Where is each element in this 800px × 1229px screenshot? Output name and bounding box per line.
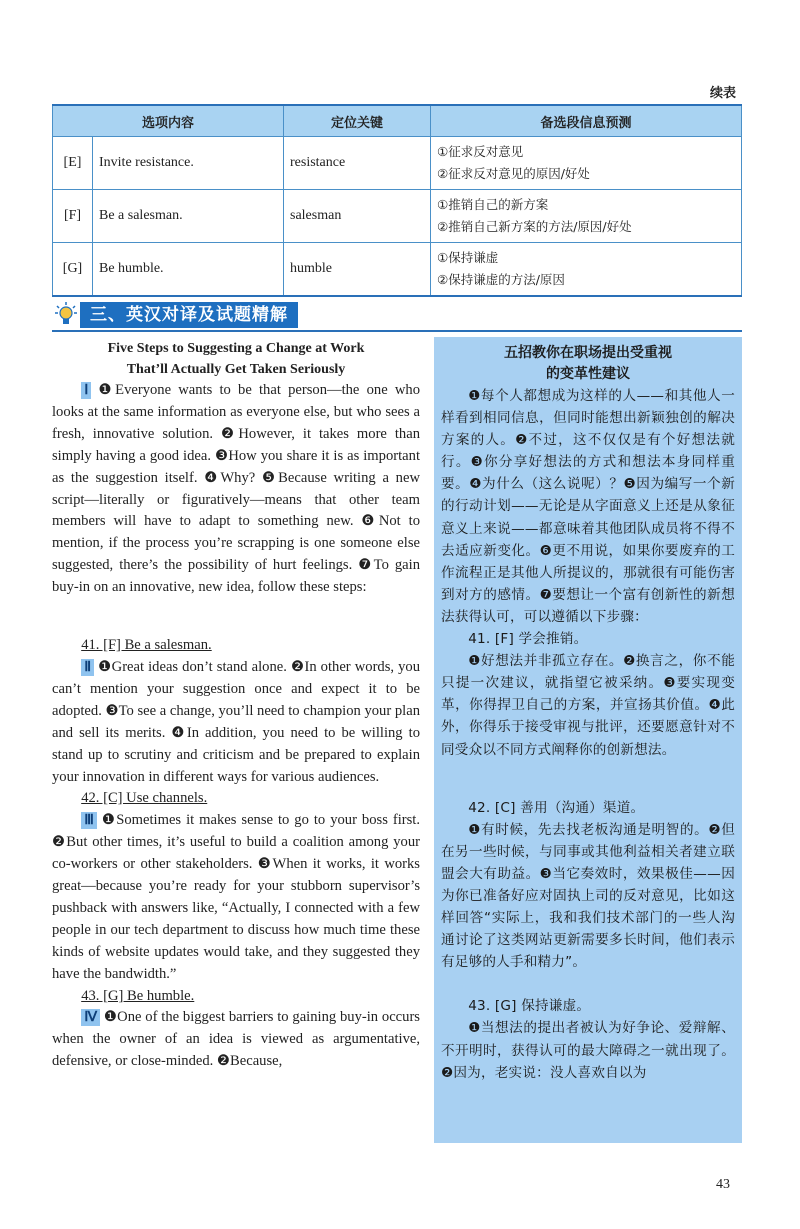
- table-row: [53, 190, 742, 243]
- answer-43: 43. [G] Be humble.: [81, 987, 195, 1004]
- option-text: Invite resistance.: [93, 137, 284, 190]
- page-number: 43: [716, 1177, 730, 1192]
- lightbulb-icon: [54, 301, 78, 327]
- section-heading: [52, 300, 742, 332]
- table-row: [53, 137, 742, 190]
- table-row: [53, 243, 742, 297]
- chinese-answer-41: 41. [F] 学会推销。: [468, 631, 588, 648]
- chinese-answer-42: 42. [C] 善用（沟通）渠道。: [468, 799, 645, 816]
- option-key: resistance: [284, 137, 431, 190]
- header-prediction: 备选段信息预测: [431, 105, 742, 137]
- option-key: humble: [284, 243, 431, 297]
- header-option-content: 选项内容: [53, 105, 284, 137]
- chinese-title-line1: 五招教你在职场提出受重视: [504, 345, 672, 361]
- option-letter: [G]: [53, 243, 93, 297]
- answer-42: 42. [C] Use channels.: [81, 790, 208, 807]
- header-locating-key: 定位关键: [284, 105, 431, 137]
- option-text: Be a salesman.: [93, 190, 284, 243]
- option-letter: [E]: [53, 137, 93, 190]
- chinese-paragraph-3: ❶有时候，先去找老板沟通是明智的。❷但在另一些时候，与同事或其他利益相关者建立联盟会大有助益。❸当它奏效时，效果极佳——因为你已准备好应对固执上司的反对意见，比如这样回答“实际上，我和我们技术部门的一些人沟通讨论了这类网站更新需要多长时间，他们表示有足够的人手和精力”。: [441, 821, 735, 971]
- paragraph-3: Ⅲ ❶Sometimes it makes sense to go to your boss first. ❷But other times, it’s useful to build a coalition among your co-workers or other stakeholders. ❸When it works, it works great—because you’re ready for your stubborn supervisor’s pushback with answers like, “Actually, I connected with a few people in our tech department to discuss how much time these kinds of website updates would take, and they suggested they have the bandwidth.”: [52, 812, 421, 982]
- section-title: 三、英汉对译及试题精解: [80, 302, 298, 328]
- paragraph-marker: Ⅰ: [81, 382, 91, 399]
- continued-label: 续表: [709, 86, 736, 101]
- chinese-title-line2: 的变革性建议: [546, 366, 630, 382]
- english-column: [52, 338, 420, 1073]
- paragraph-2: Ⅱ ❶Great ideas don’t stand alone. ❷In other words, you can’t mention your suggestion once and expect it to be adopted. ❸To see a change, you’ll need to champion your plan and sell its merits. ❹In addition, you need to be willing to stand up to scrutiny and criticism and be prepared to explain your innovation in different ways for various audiences.: [52, 658, 421, 785]
- chinese-paragraph-4: ❶当想法的提出者被认为好争论、爱辩解、不开明时，获得认可的最大障碍之一就出现了。❷因为，老实说：没人喜欢自以为: [441, 1020, 735, 1081]
- answer-41: 41. [F] Be a salesman.: [81, 637, 212, 654]
- option-prediction: ①征求反对意见 ②征求反对意见的原因/好处: [431, 137, 742, 190]
- english-title-line2: That’ll Actually Get Taken Seriously: [126, 362, 346, 377]
- option-text: Be humble.: [93, 243, 284, 297]
- option-key: salesman: [284, 190, 431, 243]
- paragraph-4: Ⅳ ❶One of the biggest barriers to gaining buy-in occurs when the owner of an idea is viewed as argumentative, defensive, or close-minded. ❷Because,: [52, 1009, 420, 1070]
- chinese-translation-panel: [434, 337, 742, 1143]
- english-title-line1: Five Steps to Suggesting a Change at Work: [107, 341, 365, 356]
- paragraph-marker: Ⅲ: [81, 812, 97, 829]
- paragraph-marker: Ⅳ: [81, 1009, 100, 1026]
- paragraph-marker: Ⅱ: [81, 659, 94, 676]
- chinese-answer-43: 43. [G] 保持谦虚。: [468, 998, 591, 1015]
- chinese-paragraph-2: ❶好想法并非孤立存在。❷换言之，你不能只提一次建议，就指望它被采纳。❸要实现变革，你得捍卫自己的方案，并宣扬其价值。❹此外，你得乐于接受审视与批评，还要愿意针对不同受众以不同方式阐释你的创新想法。: [441, 653, 735, 758]
- paragraph-1: Ⅰ ❶Everyone wants to be that person—the one who looks at the same information as everyone else, but who sees a fresh, innovative solution. ❷However, it takes more than simply having a good idea. ❸How you share it is as important as the suggestion itself. ❹Why? ❺Because writing a new script—literally or figuratively—means that other team members will have to adapt to something new. ❻Not to mention, if the process you’re scrapping is one someone else suggested, there’s the possibility of hurt feelings. ❼To gain buy-in on an innovative, new idea, follow these steps:: [52, 382, 420, 596]
- chinese-paragraph-1: ❶每个人都想成为这样的人——和其他人一样看到相同信息，但同时能想出新颖独创的解决方案的人。❷不过，这不仅仅是有个好想法就行。❸你分享好想法的方式和想法本身同样重要。❹为什么（这么说呢）？❺因为编写一个新的行动计划——无论是从字面意义上还是从象征意义上来说——都意味着其他团队成员将不得不去适应新变化。❻更不用说，如果你要废弃的工作流程正是其他人所提议的，那就很有可能伤害到对方的感情。❼要想让一个富有创新性的新想法获得认可，可以遵循以下步骤：: [441, 388, 735, 625]
- option-prediction: ①保持谦虚 ②保持谦虚的方法/原因: [431, 243, 742, 297]
- option-letter: [F]: [53, 190, 93, 243]
- option-prediction: ①推销自己的新方案 ②推销自己新方案的方法/原因/好处: [431, 190, 742, 243]
- table-header-row: [53, 105, 742, 137]
- options-table: [52, 104, 742, 297]
